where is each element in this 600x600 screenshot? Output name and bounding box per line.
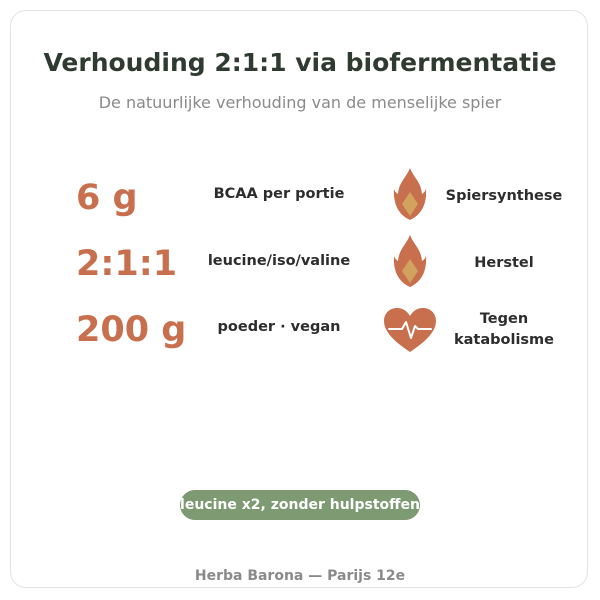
benefit-label-anticatabolic — [444, 309, 564, 351]
benefit-label-synthesis: Spiersynthese — [445, 188, 563, 204]
page-title: Verhouding 2:1:1 via biofermentatie — [43, 48, 557, 77]
stat-description-weight: poeder · vegan — [217, 319, 341, 335]
feature-badge: leucine x2, zonder hulpstoffen — [180, 490, 420, 520]
footer-text: Herba Barona — Parijs 12e — [194, 568, 406, 584]
stat-value-ratio: 2:1:1 — [76, 244, 178, 284]
leaf-flame-icon — [393, 233, 427, 289]
benefit-line: Tegen — [479, 311, 529, 327]
page-subtitle: De natuurlijke verhouding van de menselijke spier — [98, 93, 502, 112]
stat-value-weight: 200 g — [76, 310, 187, 350]
stat-description-ratio: leucine/iso/valine — [207, 253, 351, 269]
stat-value-portion: 6 g — [76, 178, 138, 218]
heart-pulse-icon — [383, 308, 437, 354]
leaf-flame-icon — [393, 166, 427, 222]
benefit-line: katabolisme — [454, 332, 554, 348]
stat-description-portion: BCAA per portie — [213, 186, 345, 202]
benefit-label-recovery: Herstel — [474, 255, 534, 271]
